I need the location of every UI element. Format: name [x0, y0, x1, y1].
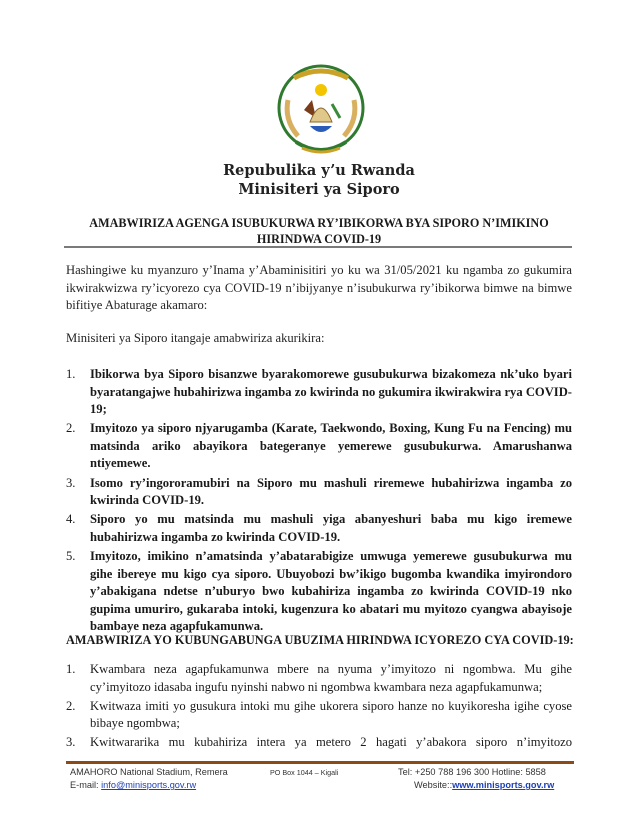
- footer-divider: [66, 761, 574, 764]
- email-label: E-mail:: [70, 780, 102, 790]
- list-item: [66, 511, 572, 546]
- title-line-2: HIRINDWA COVID-19: [256, 232, 382, 246]
- ministry-name: Minisiteri ya Siporo: [238, 181, 400, 198]
- footer-address: AMAHORO National Stadium, Remera: [70, 767, 228, 777]
- item-text: Kwambara neza agapfukamunwa mbere na nyuma y’imyitozo ni ngombwa. Mu gihe cy’imyitozo idasaba ingufu nyinshi nabwo ni ngombwa kwambara neza agapfukamunwa;: [90, 662, 572, 694]
- email-link[interactable]: info@minisports.gov.rw: [101, 780, 197, 790]
- item-text: Imyitozo ya siporo njyarugamba (Karate, Taekwondo, Boxing, Kung Fu na Fencing) mu matsinda ariko abayikora bategeranye yemerewe gusubukurwa. Amarushanwa ntiyemewe.: [90, 421, 572, 471]
- item-text: Imyitozo, imikino n’amatsinda y’abatarabigize umwuga yemerewe gusubukurwa mu gihe ibereye mu kigo cya siporo. Ubuyobozi bw’ikigo bugomba kwandika imyirondoro y’abakigana ndetse n’uburyo bwo kubahiriza ingamba zo kwirinda COVID-19 nko gupima umuriro, gukaraba intoki, kugenzura ko abatari mu myitozo cyangwa abayisoje bambaye neza agapfukamunwa.: [90, 548, 572, 634]
- website-label: Website::: [414, 780, 453, 790]
- item-number: 1.: [66, 367, 76, 381]
- list-item: [66, 734, 572, 752]
- item-number: 2.: [66, 421, 76, 436]
- list-item: [66, 366, 572, 419]
- rwanda-coat-of-arms-icon: [274, 60, 368, 160]
- footer-website: [414, 780, 554, 790]
- intro-statement: Minisiteri ya Siporo itangaje amabwiriza akurikira:: [66, 331, 325, 345]
- list-item: [66, 661, 572, 696]
- list-item: [66, 698, 572, 733]
- item-number: 3.: [66, 735, 76, 750]
- item-number: 2.: [66, 698, 76, 713]
- rules-list: [66, 366, 572, 637]
- item-number: 4.: [66, 512, 76, 527]
- section-heading: AMABWIRIZA YO KUBUNGABUNGA UBUZIMA HIRINDWA ICYOREZO CYA COVID-19:: [66, 633, 574, 647]
- item-text: Kwitwaza imiti yo gusukura intoki mu gihe ukorera siporo hanze no kuyikoresha igihe cyose bibaye ngombwa;: [90, 698, 572, 731]
- country-name: Repubulika y’u Rwanda: [223, 162, 415, 179]
- item-text: Isomo ry’ingororamubiri na Siporo mu mashuli riremewe hubahirizwa ingamba zo kwirinda COVID-19.: [90, 475, 572, 508]
- website-link[interactable]: www.minisports.gov.rw: [452, 780, 555, 790]
- item-number: 3.: [66, 475, 76, 490]
- list-item: [66, 475, 572, 510]
- health-rules-list: [66, 661, 572, 753]
- document-title: [66, 215, 572, 247]
- intro-paragraph: Hashingiwe ku myanzuro y’Inama y’Abaminisitiri yo ku wa 31/05/2021 ku ngamba zo gukumira ikwirakwizwa ry’icyorezo cya COVID-19 n’ibijyanye n’isubukurwa ry’ibikorwa bimwe na bimwe bifitiye Abaturage akamaro:: [66, 263, 572, 312]
- item-text: Siporo yo mu matsinda mu mashuli yiga abanyeshuri baba mu kigo iremewe hubahirizwa ingamba zo kwirinda COVID-19.: [90, 512, 572, 544]
- list-item: [66, 420, 572, 473]
- item-number: 5.: [66, 548, 76, 563]
- title-line-1: AMABWIRIZA AGENGA ISUBUKURWA RY’IBIKORWA BYA SIPORO N’IMIKINO: [89, 216, 549, 230]
- footer-phone: Tel: +250 788 196 300 Hotline: 5858: [398, 767, 546, 777]
- title-divider: [64, 246, 572, 248]
- footer-po-box: PO Box 1044 – Kigali: [270, 768, 339, 777]
- item-text: Kwitwararika mu kubahiriza intera ya metero 2 hagati y’abakora siporo n’imyitozo: [90, 735, 572, 750]
- item-number: 1.: [66, 662, 76, 676]
- item-text: Ibikorwa bya Siporo bisanzwe byarakomorewe gusubukurwa bizakomeza nk’uko byari byaratangajwe hubahirizwa ingamba zo kwirinda no gukumira ikwirakwira rya COVID-19;: [90, 367, 572, 417]
- list-item: [66, 548, 572, 636]
- footer-email: [70, 780, 196, 790]
